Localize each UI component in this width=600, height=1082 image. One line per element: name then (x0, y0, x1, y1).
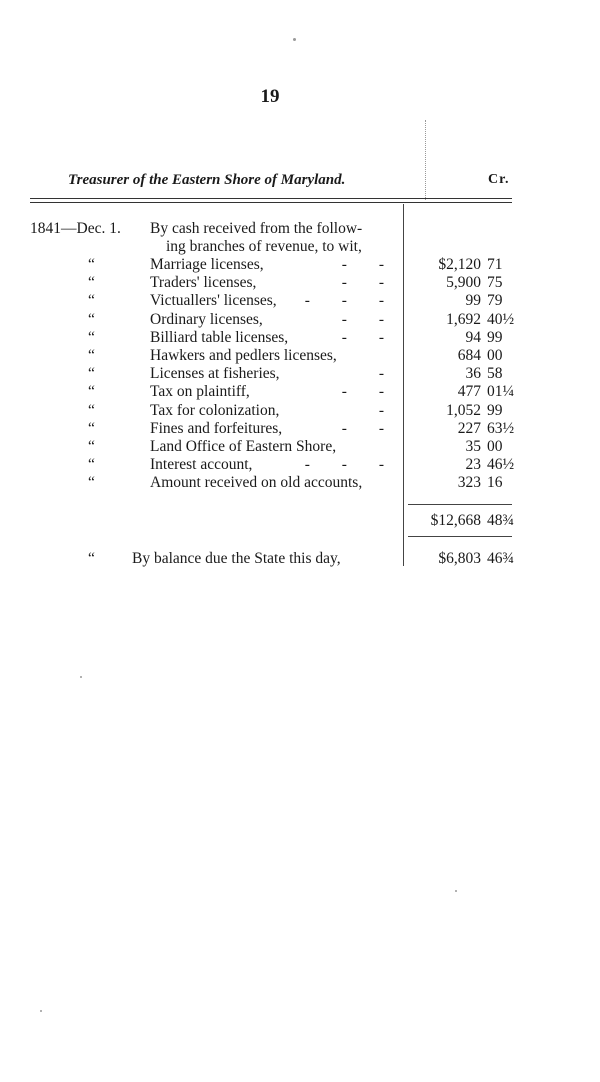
entry-cents: 63½ (487, 419, 515, 437)
entry-dollars: 36 (465, 365, 481, 383)
entry-dollars: 99 (465, 292, 481, 310)
intro-row-2 (0, 238, 600, 256)
total-rule (408, 504, 512, 505)
entry-cents: 99 (487, 401, 503, 419)
leader-dashes: - (378, 401, 398, 419)
entry-cents: 75 (487, 274, 503, 292)
entry-row (0, 365, 600, 383)
ditto-mark: “ (88, 550, 95, 567)
entry-dollars: 1,692 (446, 310, 481, 328)
entry-row (0, 347, 600, 365)
entry-row (0, 256, 600, 274)
leader-dashes: - - - (304, 456, 398, 474)
scan-speck (80, 676, 82, 678)
entry-cents: 46½ (487, 456, 515, 474)
ditto-mark: “ (88, 474, 95, 492)
entry-row (0, 420, 600, 438)
entry-dollars: 1,052 (446, 401, 481, 419)
balance-cents: 46¾ (487, 550, 515, 567)
ditto-mark: “ (88, 419, 95, 437)
entry-cents: 00 (487, 347, 503, 364)
ditto-mark: “ (88, 365, 95, 383)
intro-row-1 (0, 220, 600, 238)
entry-cents: 40½ (487, 310, 515, 328)
ditto-mark: “ (88, 456, 95, 474)
ditto-mark: “ (88, 274, 95, 292)
entry-dollars: 94 (465, 328, 481, 346)
total-cents: 48¾ (487, 512, 515, 529)
total-rule-bottom (408, 536, 512, 537)
total-dollars: $12,668 (430, 512, 481, 529)
entry-label: Licenses at fisheries, (150, 365, 280, 383)
entry-dollars: 227 (457, 419, 481, 437)
header-rule-bottom (30, 202, 512, 203)
entry-label: Victuallers' licenses, (150, 292, 277, 310)
entry-label: Ordinary licenses, (150, 310, 263, 328)
total-row (0, 512, 600, 530)
entry-cents: 00 (487, 438, 503, 455)
entry-date: 1841—Dec. 1. (30, 220, 121, 237)
entry-dollars: 323 (457, 474, 481, 492)
scan-speck (40, 1010, 42, 1012)
entry-cents: 99 (487, 328, 503, 346)
entry-label: Marriage licenses, (150, 256, 264, 273)
entry-cents: 79 (487, 292, 503, 310)
entry-row (0, 456, 600, 474)
ditto-mark: “ (88, 292, 95, 310)
entry-dollars: 477 (457, 383, 481, 401)
leader-dashes: - - (341, 274, 398, 292)
entry-row (0, 329, 600, 347)
entry-dollars: 5,900 (446, 274, 481, 292)
entry-row (0, 311, 600, 329)
ditto-mark: “ (88, 347, 95, 364)
balance-row (0, 550, 600, 568)
entry-cents: 16 (487, 474, 503, 492)
entry-row (0, 274, 600, 292)
entry-dollars: 684 (457, 347, 481, 364)
entry-row (0, 383, 600, 401)
leader-dashes: - - (341, 419, 398, 437)
intro-text-line-1: By cash received from the follow- (150, 220, 363, 237)
entry-dollars: 23 (465, 456, 481, 474)
entry-label: Billiard table licenses, (150, 328, 289, 346)
scan-speck (455, 890, 457, 892)
entry-cents: 58 (487, 365, 503, 383)
entry-row (0, 438, 600, 456)
entry-label: Tax on plaintiff, (150, 383, 250, 401)
ditto-mark: “ (88, 310, 95, 328)
page-number: 19 (260, 86, 280, 107)
entry-cents: 71 (487, 256, 503, 273)
entry-label: Interest account, (150, 456, 253, 474)
leader-dashes: - - (341, 328, 398, 346)
ditto-mark: “ (88, 438, 95, 455)
entry-row (0, 474, 600, 492)
leader-dashes: - - (341, 310, 398, 328)
ditto-mark: “ (88, 383, 95, 401)
faint-dotted-line (425, 120, 426, 200)
entry-row (0, 402, 600, 420)
entry-dollars: $2,120 (438, 256, 481, 273)
balance-dollars: $6,803 (438, 550, 481, 567)
leader-dashes: - - - (304, 292, 398, 310)
leader-dashes: - - (341, 256, 398, 273)
entry-label: Amount received on old accounts, (150, 474, 363, 492)
balance-label: By balance due the State this day, (132, 550, 341, 567)
scan-speck (293, 38, 296, 41)
entry-label: Fines and forfeitures, (150, 419, 283, 437)
ditto-mark: “ (88, 328, 95, 346)
header-rule-top (30, 198, 512, 199)
ledger-title: Treasurer of the Eastern Shore of Maryland. (68, 172, 346, 188)
leader-dashes: - - (341, 383, 398, 401)
ditto-mark: “ (88, 401, 95, 419)
credit-column-label: Cr. (488, 172, 510, 187)
entry-label: Traders' licenses, (150, 274, 257, 292)
entry-cents: 01¼ (487, 383, 515, 401)
entry-row (0, 292, 600, 310)
entry-label: Tax for colonization, (150, 401, 280, 419)
entry-dollars: 35 (465, 438, 481, 455)
ditto-mark: “ (88, 256, 95, 273)
leader-dashes: - (378, 365, 398, 383)
intro-text-line-2: ing branches of revenue, to wit, (166, 238, 362, 255)
entry-label: Hawkers and pedlers licenses, (150, 347, 337, 364)
entry-label: Land Office of Eastern Shore, (150, 438, 337, 455)
